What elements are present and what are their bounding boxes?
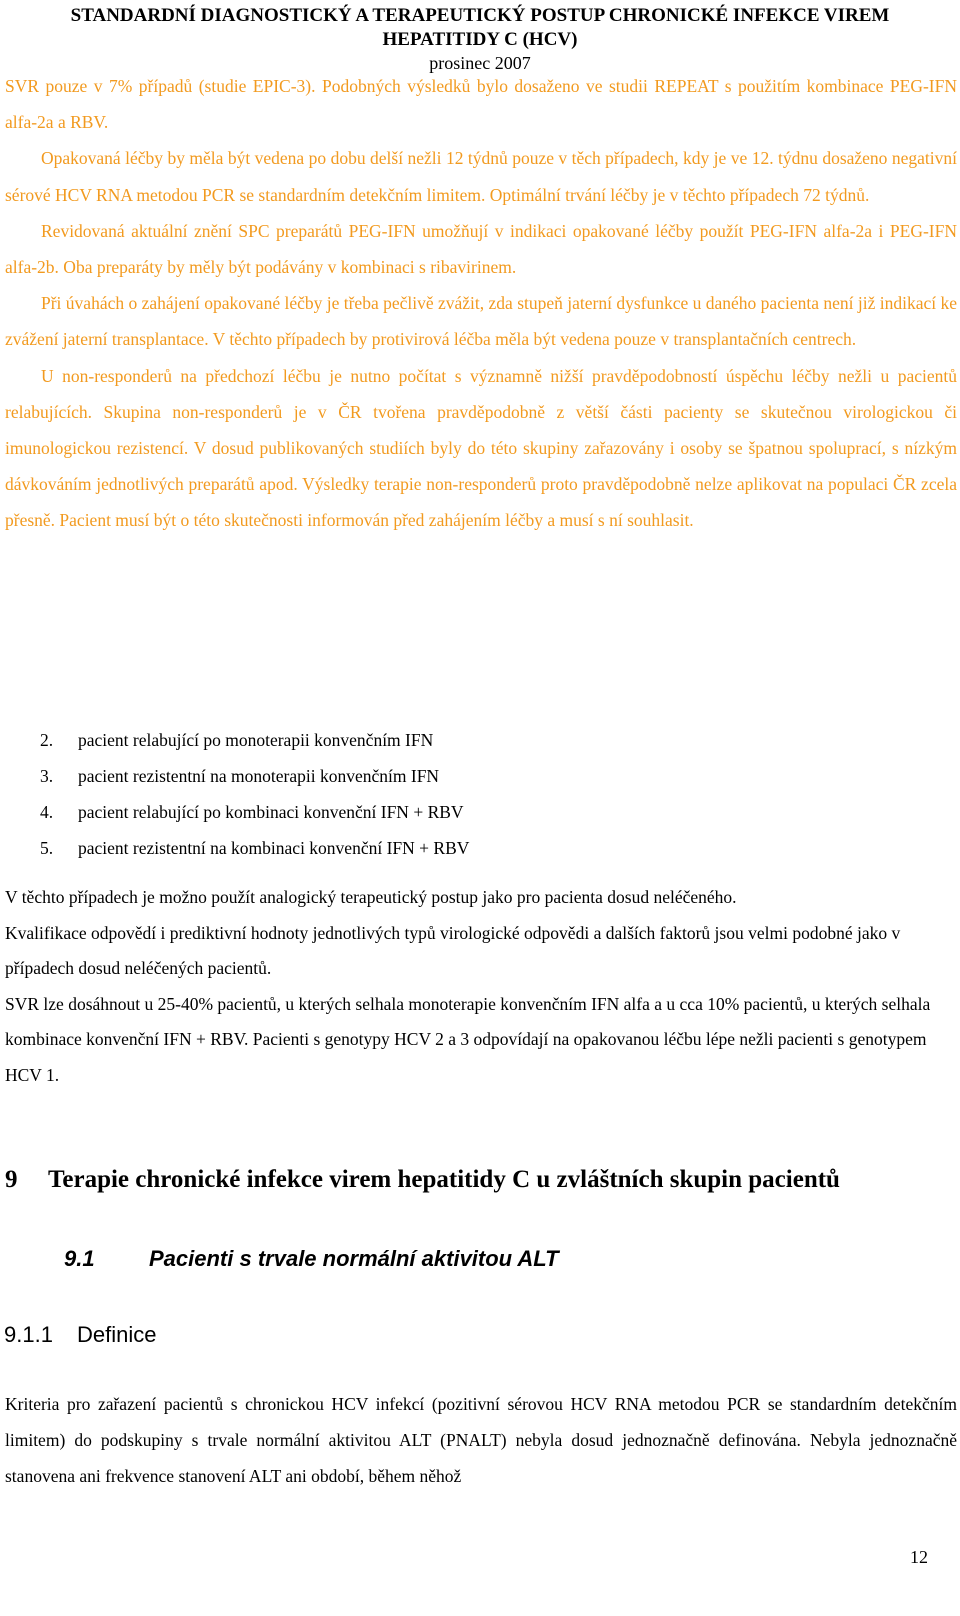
paragraph: Revidovaná aktuální znění SPC preparátů PEG-IFN umožňují v indikaci opakované léčby použít PEG-IFN alfa-2a i PEG-IFN alfa-2b. Oba preparáty by měly být podávány v kombinaci s ribavirinem. — [5, 220, 957, 278]
paragraph: Kvalifikace odpovědí i prediktivní hodnoty jednotlivých typů virologické odpovědi a dalších faktorů jsou velmi podobné jako v případech dosud neléčených pacientů. — [5, 922, 901, 978]
paragraph: SVR pouze v 7% případů (studie EPIC-3). Podobných výsledků bylo dosaženo ve studii REPEAT s použitím kombinace PEG-IFN alfa-2a a RBV. — [5, 76, 957, 133]
list-item-text: pacient relabující po monoterapii konvenčním IFN — [78, 730, 434, 750]
list-item-number: 2. — [40, 730, 54, 750]
section-title: Terapie chronické infekce virem hepatitidy C u zvláštních skupin pacientů — [48, 1166, 840, 1193]
list-item — [40, 758, 469, 794]
header-title-line2: HEPATITIDY C (HCV) — [382, 29, 578, 50]
list-item — [40, 722, 469, 758]
paragraph: U non-responderů na předchozí léčbu je nutno počítat s významně nižší pravděpodobností úspěchu léčby nežli u pacientů relabujících. Skupina non-responderů je v ČR tvořena pravděpodobně z větší části pacienty se skutečnou virologickou či imunologickou rezistencí. V dosud publikovaných studiích byly do této skupiny zařazovány i osoby se špatnou spoluprací, s nízkým dávkováním jednotlivých preparátů apod. Výsledky terapie non-responderů proto pravděpodobně nelze aplikovat na populaci ČR zcela přesně. Pacient musí být o této skutečnosti informován před zahájením léčby a musí s ní souhlasit. — [5, 365, 957, 531]
page-header — [0, 4, 960, 74]
section-heading-9 — [5, 1163, 868, 1196]
list-item-number: 4. — [40, 802, 54, 822]
orange-text-block — [5, 68, 957, 539]
header-title-line1: STANDARDNÍ DIAGNOSTICKÝ A TERAPEUTICKÝ POSTUP CHRONICKÉ INFEKCE VIREM — [70, 5, 890, 26]
list-item-text: pacient rezistentní na kombinaci konvenční IFN + RBV — [78, 838, 470, 858]
paragraph: Opakovaná léčby by měla být vedena po dobu delší nežli 12 týdnů pouze v těch případech, kdy je ve 12. týdnu dosaženo negativní sérové HCV RNA metodou PCR se standardním detekčním limitem. Optimální trvání léčby je v těchto případech 72 týdnů. — [5, 148, 957, 205]
page-number: 12 — [910, 1547, 928, 1567]
definition-paragraph: Kriteria pro zařazení pacientů s chronickou HCV infekcí (pozitivní sérovou HCV RNA metodou PCR se standardním detekčním limitem) do podskupiny s trvale normální aktivitou ALT (PNALT) nebyla dosud jednoznačně definována. Nebyla jednoznačně stanovena ani frekvence stanovení ALT ani období, během něhož — [5, 1394, 957, 1486]
section-title: Pacienti s trvale normální aktivitou ALT — [149, 1246, 559, 1271]
patient-type-list — [40, 722, 469, 866]
black-text-block — [5, 880, 957, 1093]
section-number: 9 — [5, 1166, 18, 1193]
list-item — [40, 830, 469, 866]
section-number: 9.1 — [64, 1246, 95, 1271]
paragraph: V těchto případech je možno použít analogický terapeutický postup jako pro pacienta dosud neléčeného. — [5, 887, 737, 907]
list-item-text: pacient relabující po kombinaci konvenční IFN + RBV — [78, 802, 464, 822]
list-item-number: 3. — [40, 766, 54, 786]
section-heading-9-1 — [64, 1246, 559, 1272]
paragraph: SVR lze dosáhnout u 25-40% pacientů, u kterých selhala monoterapie konvenčním IFN alfa a u cca 10% pacientů, u kterých selhala kombinace konvenční IFN + RBV. Pacienti s genotypy HCV 2 a 3 odpovídají na opakovanou léčbu lépe nežli pacienti s genotypem HCV 1. — [5, 993, 931, 1085]
section-heading-9-1-1 — [4, 1322, 156, 1348]
list-item-number: 5. — [40, 838, 54, 858]
section-number: 9.1.1 — [4, 1322, 53, 1347]
list-item — [40, 794, 469, 830]
header-date: prosinec 2007 — [429, 53, 531, 73]
list-item-text: pacient rezistentní na monoterapii konvenčním IFN — [78, 766, 440, 786]
section-title: Definice — [77, 1322, 157, 1347]
paragraph: Při úvahách o zahájení opakované léčby je třeba pečlivě zvážit, zda stupeň jaterní dysfunkce u daného pacienta není již indikací ke zvážení jaterní transplantace. V těchto případech by protivirová léčba měla být vedena pouze v transplantačních centrech. — [5, 293, 957, 350]
